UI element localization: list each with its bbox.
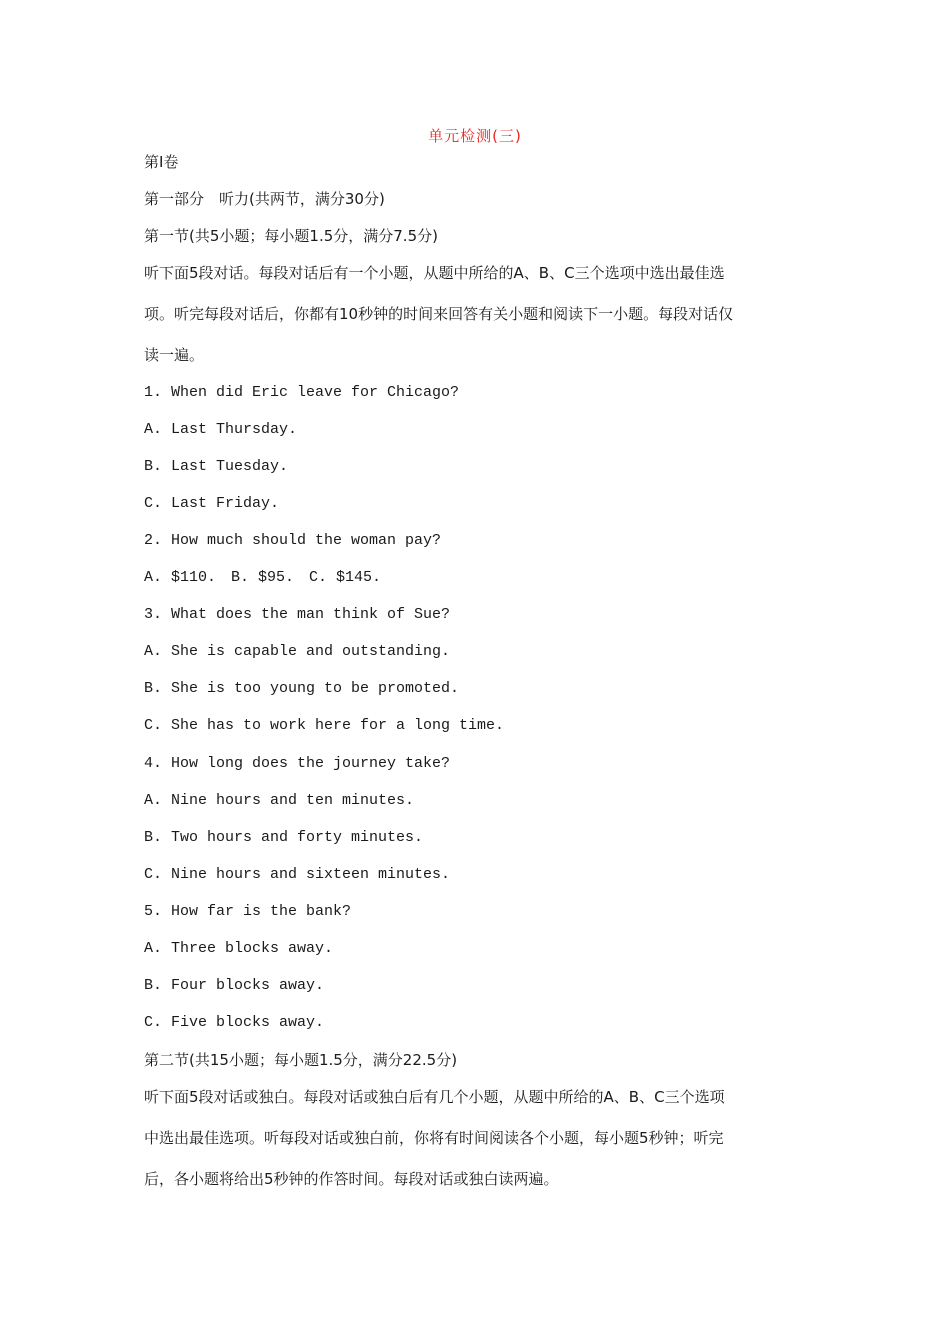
- option-c: C. Nine hours and sixteen minutes.: [144, 866, 451, 883]
- option-b: B. Two hours and forty minutes.: [144, 829, 424, 846]
- sub2-instruction-line: 中选出最佳选项。听每段对话或独白前，你将有时间阅读各个小题，每小题5秒钟；听完: [144, 1129, 724, 1147]
- sub1-instruction-line: 项。听完每段对话后，你都有10秒钟的时间来回答有关小题和阅读下一小题。每段对话仅: [144, 305, 734, 323]
- option-b: B. Four blocks away.: [144, 977, 325, 994]
- option-b: B. She is too young to be promoted.: [144, 680, 460, 697]
- question-2: 2. How much should the woman pay?: [144, 532, 442, 549]
- section-heading: 第一部分 听力(共两节，满分30分): [144, 190, 385, 208]
- sub1-heading: 第一节(共5小题；每小题1.5分，满分7.5分): [144, 227, 438, 245]
- option-a: A. Nine hours and ten minutes.: [144, 792, 415, 809]
- sub2-heading: 第二节(共15小题；每小题1.5分，满分22.5分): [144, 1051, 458, 1069]
- sub2-instruction-line: 后，各小题将给出5秒钟的作答时间。每段对话或独白读两遍。: [144, 1170, 559, 1188]
- question-3: 3. What does the man think of Sue?: [144, 606, 451, 623]
- document-title: 单元检测(三): [428, 127, 522, 145]
- option-a: A. Last Thursday.: [144, 421, 298, 438]
- options-inline: A. $110. B. $95. C. $145.: [144, 569, 382, 586]
- option-c: C. She has to work here for a long time.: [144, 717, 505, 734]
- question-4: 4. How long does the journey take?: [144, 755, 451, 772]
- sub1-instruction-line: 读一遍。: [144, 346, 205, 364]
- sub2-instruction-line: 听下面5段对话或独白。每段对话或独白后有几个小题，从题中所给的A、B、C三个选项: [144, 1088, 725, 1106]
- question-5: 5. How far is the bank?: [144, 903, 352, 920]
- option-a: A. Three blocks away.: [144, 940, 334, 957]
- part-label: 第Ⅰ卷: [144, 153, 179, 171]
- option-c: C. Five blocks away.: [144, 1014, 325, 1031]
- sub1-instruction-line: 听下面5段对话。每段对话后有一个小题，从题中所给的A、B、C三个选项中选出最佳选: [144, 264, 725, 282]
- option-b: B. Last Tuesday.: [144, 458, 289, 475]
- option-a: A. She is capable and outstanding.: [144, 643, 451, 660]
- question-1: 1. When did Eric leave for Chicago?: [144, 384, 460, 401]
- option-c: C. Last Friday.: [144, 495, 280, 512]
